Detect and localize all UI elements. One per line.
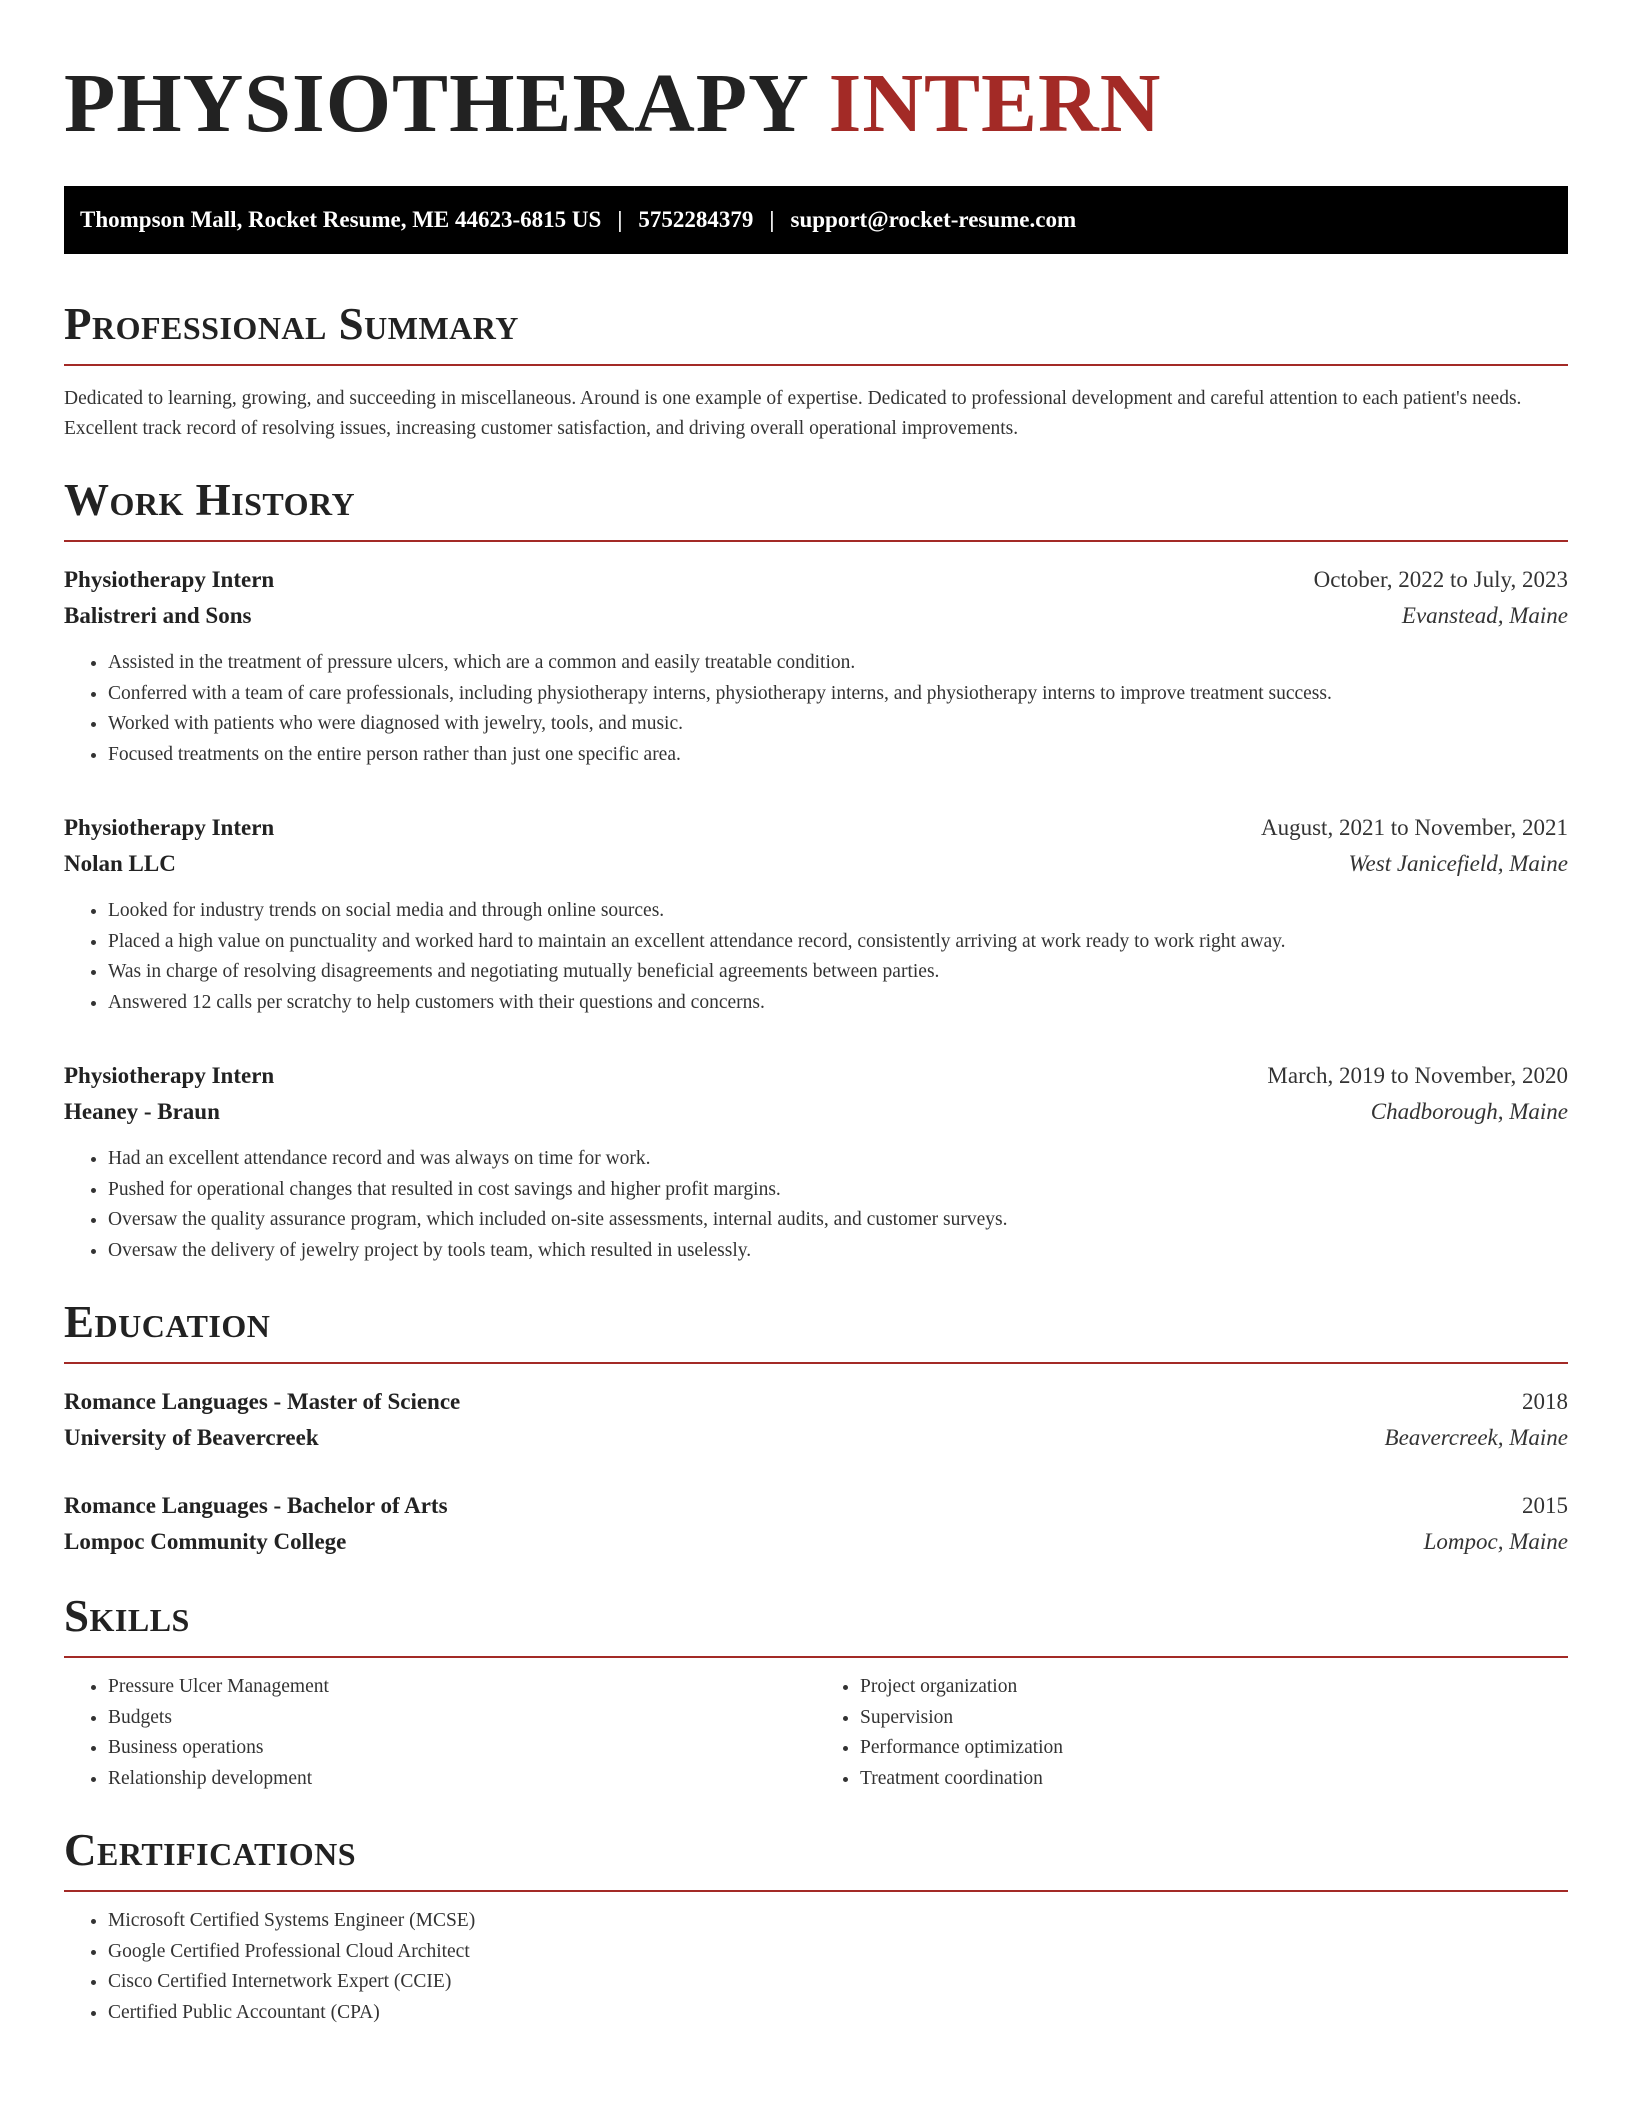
education-location: Beavercreek, Maine bbox=[1384, 1425, 1568, 1450]
skills-grid bbox=[64, 1672, 1568, 1794]
job-bullet-list bbox=[64, 896, 1568, 1018]
section-divider bbox=[64, 1362, 1568, 1364]
skill-item: • Performance optimization bbox=[860, 1733, 1568, 1764]
job-title: Physiotherapy Intern bbox=[64, 1063, 275, 1088]
job-bullet: • Assisted in the treatment of pressure ulcers, which are a common and easily treatable condition. bbox=[108, 648, 1568, 679]
section-divider bbox=[64, 1656, 1568, 1658]
education-school: University of Beavercreek bbox=[64, 1425, 319, 1450]
job-company-row bbox=[64, 598, 1568, 634]
skills-column-left bbox=[64, 1672, 816, 1794]
education-year: 2018 bbox=[1522, 1389, 1568, 1414]
job-entry bbox=[64, 810, 1568, 1018]
skill-item: • Treatment coordination bbox=[860, 1764, 1568, 1795]
job-header-row bbox=[64, 810, 1568, 846]
job-header-row bbox=[64, 1058, 1568, 1094]
education-degree: Romance Languages - Bachelor of Arts bbox=[64, 1493, 448, 1518]
skills-list bbox=[816, 1672, 1568, 1794]
job-company: Heaney - Braun bbox=[64, 1099, 220, 1124]
skills-section bbox=[64, 1588, 1568, 1794]
certifications-list bbox=[64, 1906, 1568, 2028]
education-degree-row bbox=[64, 1384, 1568, 1420]
education-degree: Romance Languages - Master of Science bbox=[64, 1389, 461, 1414]
skill-item: • Budgets bbox=[108, 1703, 816, 1734]
job-bullet: • Pushed for operational changes that resulted in cost savings and higher profit margins. bbox=[108, 1175, 1568, 1206]
certification-item: • Certified Public Accountant (CPA) bbox=[108, 1998, 1568, 2029]
job-dates: October, 2022 to July, 2023 bbox=[1313, 567, 1568, 592]
work-history-section bbox=[64, 472, 1568, 1266]
skill-item: • Pressure Ulcer Management bbox=[108, 1672, 816, 1703]
skills-list bbox=[64, 1672, 816, 1794]
education-degree-row bbox=[64, 1488, 1568, 1524]
contact-bar bbox=[64, 186, 1568, 254]
contact-phone: 5752284379 bbox=[638, 207, 754, 232]
job-bullet: • Was in charge of resolving disagreements and negotiating mutually beneficial agreements between parties. bbox=[108, 957, 1568, 988]
title-main: PHYSIOTHERAPY bbox=[64, 57, 807, 150]
contact-separator: | bbox=[769, 207, 775, 232]
job-company-row bbox=[64, 846, 1568, 882]
skill-item: • Project organization bbox=[860, 1672, 1568, 1703]
skills-column-right bbox=[816, 1672, 1568, 1794]
job-bullet-list bbox=[64, 648, 1568, 770]
job-location: Chadborough, Maine bbox=[1370, 1099, 1568, 1124]
education-school-row bbox=[64, 1524, 1568, 1560]
contact-address: Thompson Mall, Rocket Resume, ME 44623-6815 US bbox=[80, 207, 602, 232]
section-divider bbox=[64, 540, 1568, 542]
job-bullet: • Worked with patients who were diagnosed with jewelry, tools, and music. bbox=[108, 709, 1568, 740]
certification-item: • Microsoft Certified Systems Engineer (MCSE) bbox=[108, 1906, 1568, 1937]
job-bullet: • Placed a high value on punctuality and worked hard to maintain an excellent attendance record, consistently arriving at work ready to work right away. bbox=[108, 927, 1568, 958]
job-bullet: • Answered 12 calls per scratchy to help customers with their questions and concerns. bbox=[108, 988, 1568, 1019]
section-heading-certifications: Certifications bbox=[64, 1825, 357, 1875]
education-location: Lompoc, Maine bbox=[1423, 1529, 1568, 1554]
contact-email: support@rocket-resume.com bbox=[790, 207, 1077, 232]
section-heading-summary: Professional Summary bbox=[64, 299, 519, 349]
job-company: Balistreri and Sons bbox=[64, 603, 252, 628]
summary-text: Dedicated to learning, growing, and succeeding in miscellaneous. Around is one example of expertise. Dedicated to professional development and careful attention to each patient's needs. Excellent track record of resolving issues, increasing customer satisfaction, and driving overall operational improvements. bbox=[64, 388, 1522, 439]
section-heading-education: Education bbox=[64, 1297, 271, 1347]
title-accent: INTERN bbox=[828, 57, 1162, 150]
job-bullet: • Had an excellent attendance record and was always on time for work. bbox=[108, 1144, 1568, 1175]
job-entry bbox=[64, 562, 1568, 770]
job-company: Nolan LLC bbox=[64, 851, 176, 876]
job-bullet: • Conferred with a team of care professionals, including physiotherapy interns, physiotherapy interns, and physiotherapy interns to improve treatment success. bbox=[108, 679, 1568, 710]
job-bullet: • Oversaw the quality assurance program, which included on-site assessments, internal audits, and customer surveys. bbox=[108, 1205, 1568, 1236]
certification-item: • Cisco Certified Internetwork Expert (CCIE) bbox=[108, 1967, 1568, 1998]
job-bullet: • Oversaw the delivery of jewelry project by tools team, which resulted in uselessly. bbox=[108, 1236, 1568, 1267]
skill-item: • Business operations bbox=[108, 1733, 816, 1764]
job-title: Physiotherapy Intern bbox=[64, 815, 275, 840]
job-dates: August, 2021 to November, 2021 bbox=[1261, 815, 1568, 840]
section-divider bbox=[64, 1890, 1568, 1892]
job-location: West Janicefield, Maine bbox=[1348, 851, 1568, 876]
summary-section bbox=[64, 296, 1568, 444]
job-header-row bbox=[64, 562, 1568, 598]
job-bullet-list bbox=[64, 1144, 1568, 1266]
resume-title bbox=[64, 0, 1568, 152]
contact-separator: | bbox=[617, 207, 623, 232]
job-entry bbox=[64, 1058, 1568, 1266]
section-divider bbox=[64, 364, 1568, 366]
education-entry bbox=[64, 1384, 1568, 1456]
skill-item: • Supervision bbox=[860, 1703, 1568, 1734]
job-company-row bbox=[64, 1094, 1568, 1130]
education-school-row bbox=[64, 1420, 1568, 1456]
certification-item: • Google Certified Professional Cloud Architect bbox=[108, 1937, 1568, 1968]
job-bullet: • Looked for industry trends on social media and through online sources. bbox=[108, 896, 1568, 927]
section-heading-skills: Skills bbox=[64, 1591, 190, 1641]
section-heading-work-history: Work History bbox=[64, 475, 356, 525]
job-bullet: • Focused treatments on the entire person rather than just one specific area. bbox=[108, 740, 1568, 771]
education-year: 2015 bbox=[1522, 1493, 1568, 1518]
job-dates: March, 2019 to November, 2020 bbox=[1267, 1063, 1568, 1088]
certifications-section bbox=[64, 1822, 1568, 2028]
job-location: Evanstead, Maine bbox=[1401, 603, 1568, 628]
education-school: Lompoc Community College bbox=[64, 1529, 347, 1554]
skill-item: • Relationship development bbox=[108, 1764, 816, 1795]
job-title: Physiotherapy Intern bbox=[64, 567, 275, 592]
education-section bbox=[64, 1294, 1568, 1560]
education-entry bbox=[64, 1488, 1568, 1560]
